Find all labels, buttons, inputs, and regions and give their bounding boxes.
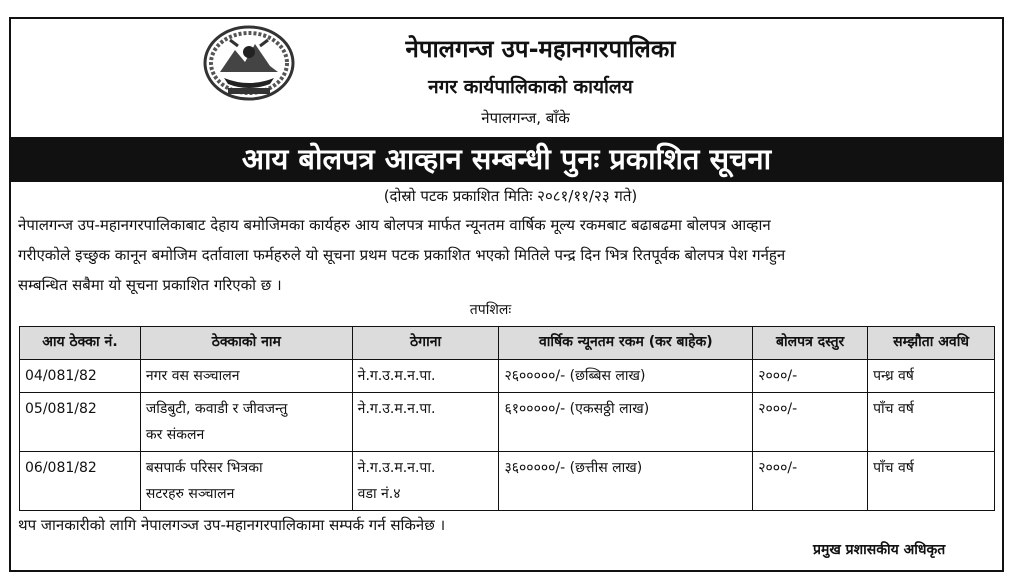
period-cell: पाँच वर्ष [868,452,995,511]
table-row [20,393,995,452]
contract-table [19,326,995,511]
contract-no-cell: 04/081/82 [20,360,141,393]
col-header-address: ठेगाना [352,327,499,360]
contract-name-line: कर संकलन [145,427,205,443]
contract-no-cell: 05/081/82 [20,393,141,452]
col-header-min-amount: वार्षिक न्यूनतम रकम (कर बाहेक) [499,327,753,360]
notice-title: आय बोलपत्र आव्हान सम्बन्धी पुनः प्रकाशित सूचना [11,137,1002,182]
amount-cell: ६१०००००/- (एकसठ्ठी लाख) [499,393,753,452]
org-name: नेपालगन्ज उप-महानगरपालिका [405,35,676,63]
amount-cell: ३६०००००/- (छत्तीस लाख) [499,452,753,511]
signatory: प्रमुख प्रशासकीय अधिकृत [813,542,946,558]
col-header-bid-fee: बोलपत्र दस्तुर [753,327,868,360]
address-cell: ने.ग.उ.म.न.पा. [352,393,499,452]
period-cell: पाँच वर्ष [868,393,995,452]
col-header-contract-name: ठेक्काको नाम [140,327,352,360]
address-cell [352,452,499,511]
fee-cell: २०००/- [753,360,868,393]
contact-note: थप जानकारीको लागि नेपालगञ्ज उप-महानगरपालिकामा सम्पर्क गर्न सकिनेछ । [18,516,446,534]
notice-body-line: गरीएकोले इच्छुक कानून बमोजिम दर्तावाला फर्महरुले यो सूचना प्रथम पटक प्रकाशित भएको मितिले पन्द्र दिन भित्र रितपूर्वक बोलपत्र पेश गर्नहुन [18,246,786,264]
address-line: वडा नं.४ [357,486,401,502]
contract-name-cell [140,452,352,511]
office-location: नेपालगन्ज, बाँके [481,109,570,127]
contract-no-cell: 06/081/82 [20,452,141,511]
period-cell: पन्ध्र वर्ष [868,360,995,393]
contract-name-line: बसपार्क परिसर भित्रका [145,460,263,476]
contract-name-cell [140,393,352,452]
contract-name-line: सटरहरु सञ्चालन [145,486,235,502]
table-row [20,452,995,511]
notice-body-line: नेपालगन्ज उप-महानगरपालिकाबाट देहाय बमोजिमका कार्यहरु आय बोलपत्र मार्फत न्यूनतम वार्षिक मूल्य रकमबाट बढाबढमा बोलपत्र आव्हान [18,216,771,234]
notice-body [18,210,1003,300]
amount-cell: २६०००००/- (छब्बिस लाख) [499,360,753,393]
contract-name-line: जडिबुटी, कवाडी र जीवजन्तु [145,401,288,417]
contract-name-line: नगर वस सञ्चालन [145,368,240,384]
office-name: नगर कार्यपालिकाको कार्यालय [428,76,633,98]
address-cell: ने.ग.उ.म.न.पा. [352,360,499,393]
contract-name-cell [140,360,352,393]
table-row [20,360,995,393]
fee-cell: २०००/- [753,393,868,452]
notice-subtitle: (दोस्रो पटक प्रकाशित मितिः २०८१/११/२३ गते) [383,187,638,205]
col-header-contract-no: आय ठेक्का नं. [20,327,141,360]
address-line: ने.ग.उ.म.न.पा. [357,460,436,476]
schedule-label: तपशिलः [469,302,512,318]
col-header-agreement-period: सम्झौता अवधि [868,327,995,360]
notice-body-line: सम्बन्धित सबैमा यो सूचना प्रकाशित गरिएको छ । [18,276,282,294]
fee-cell: २०००/- [753,452,868,511]
table-header-row [20,327,995,360]
